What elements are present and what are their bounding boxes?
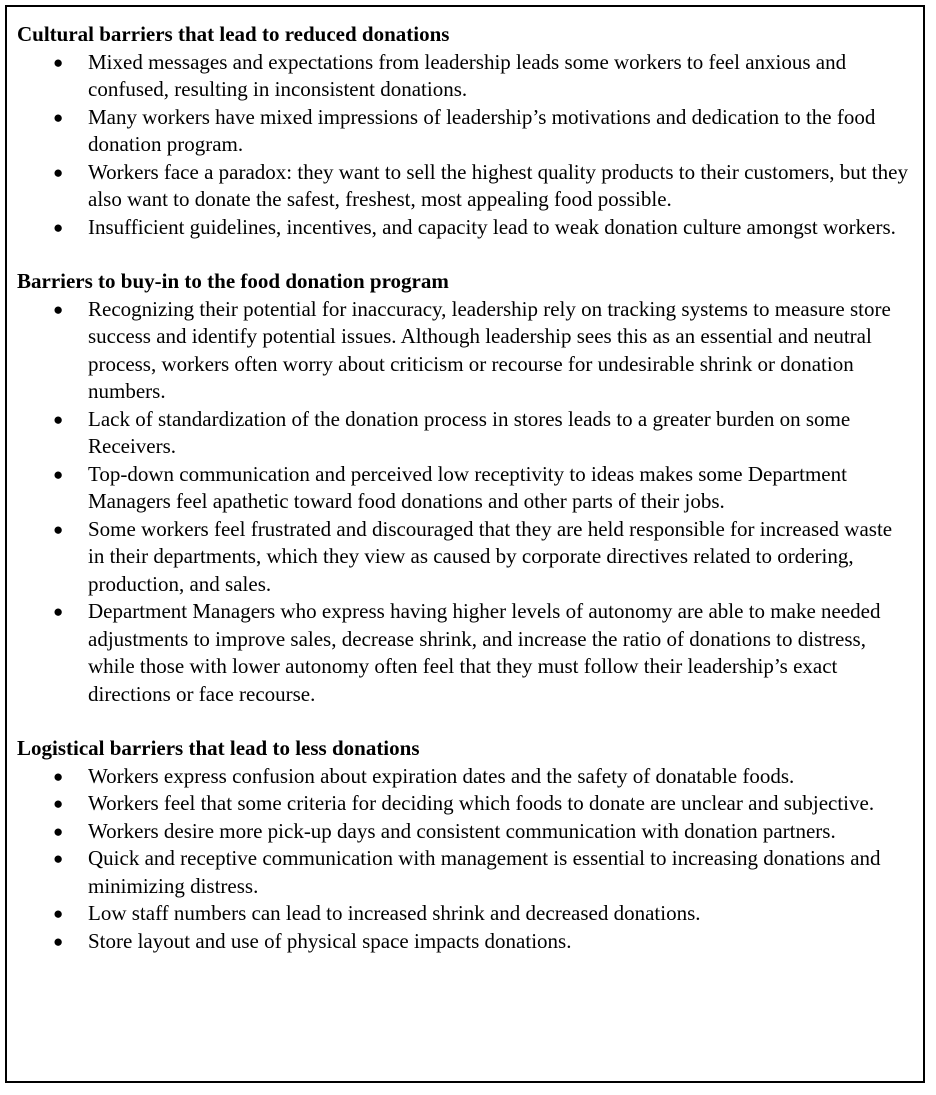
list-item bbox=[17, 900, 913, 928]
list-item-text: Recognizing their potential for inaccuracy, leadership rely on tracking systems to measure store success and identify potential issues. Although leadership sees this as an essential and neutral process, workers often worry about criticism or recourse for undesirable shrink or donation numbers. bbox=[88, 296, 891, 403]
list-item-text: Many workers have mixed impressions of leadership’s motivations and dedication to the food donation program. bbox=[88, 104, 876, 156]
section-heading: Cultural barriers that lead to reduced donations bbox=[17, 22, 450, 46]
bullet-icon: ● bbox=[53, 931, 64, 951]
list-item bbox=[17, 461, 913, 516]
list-item-text: Insufficient guidelines, incentives, and capacity lead to weak donation culture amongst workers. bbox=[88, 214, 896, 239]
bullet-icon: ● bbox=[53, 794, 64, 813]
list-item-text: Workers desire more pick-up days and consistent communication with donation partners. bbox=[88, 818, 836, 843]
list-item bbox=[17, 928, 913, 956]
barriers-summary-box bbox=[5, 5, 925, 1083]
list-item bbox=[17, 845, 913, 900]
list-item bbox=[17, 790, 913, 818]
section-cultural-barriers bbox=[17, 21, 913, 241]
list-item bbox=[17, 159, 913, 214]
list-item-text: Low staff numbers can lead to increased shrink and decreased donations. bbox=[88, 901, 701, 925]
list-item-text: Mixed messages and expectations from leadership leads some workers to feel anxious and confused, resulting in inconsistent donations. bbox=[88, 49, 847, 101]
list-item bbox=[17, 516, 913, 599]
bullet-icon: ● bbox=[53, 52, 64, 72]
bullet-icon: ● bbox=[53, 766, 64, 786]
list-item-text: Quick and receptive communication with management is essential to increasing donations and minimizing distress. bbox=[88, 846, 881, 898]
list-item bbox=[17, 104, 913, 159]
list-item bbox=[17, 598, 913, 708]
section-heading: Logistical barriers that lead to less donations bbox=[17, 736, 420, 760]
bullet-icon: ● bbox=[53, 107, 64, 127]
bullet-icon: ● bbox=[53, 602, 64, 621]
list-item-text: Workers face a paradox: they want to sell the highest quality products to their customers, but they also want to donate the safest, freshest, most appealing food possible. bbox=[88, 159, 909, 211]
bullet-icon: ● bbox=[53, 217, 64, 237]
section-logistical-barriers bbox=[17, 735, 913, 955]
bullet-list bbox=[17, 763, 913, 956]
bullet-icon: ● bbox=[53, 162, 64, 182]
bullet-list bbox=[17, 49, 913, 242]
bullet-list bbox=[17, 296, 913, 709]
list-item bbox=[17, 406, 913, 461]
bullet-icon: ● bbox=[53, 299, 64, 319]
list-item-text: Some workers feel frustrated and discouraged that they are held responsible for increased waste in their departments, which they view as caused by corporate directives related to ordering, production, and sales. bbox=[88, 516, 893, 596]
list-item bbox=[17, 818, 913, 846]
list-item bbox=[17, 214, 913, 242]
list-item bbox=[17, 296, 913, 406]
list-item-text: Store layout and use of physical space impacts donations. bbox=[88, 928, 572, 953]
bullet-icon: ● bbox=[53, 409, 64, 429]
list-item-text: Lack of standardization of the donation process in stores leads to a greater burden on some Receivers. bbox=[88, 406, 851, 458]
list-item-text: Department Managers who express having higher levels of autonomy are able to make needed adjustments to improve sales, decrease shrink, and increase the ratio of donations to distress, while those with lower autonomy often feel that they must follow their leadership’s exact directions or face recourse. bbox=[88, 599, 881, 706]
bullet-icon: ● bbox=[53, 904, 64, 923]
list-item bbox=[17, 49, 913, 104]
section-buy-in-barriers bbox=[17, 268, 913, 708]
list-item bbox=[17, 763, 913, 791]
list-item-text: Workers express confusion about expiration dates and the safety of donatable foods. bbox=[88, 763, 795, 788]
section-heading: Barriers to buy-in to the food donation program bbox=[17, 269, 449, 293]
list-item-text: Top-down communication and perceived low receptivity to ideas makes some Department Managers feel apathetic toward food donations and other parts of their jobs. bbox=[88, 461, 847, 513]
list-item-text: Workers feel that some criteria for deciding which foods to donate are unclear and subjective. bbox=[88, 791, 875, 815]
bullet-icon: ● bbox=[53, 849, 64, 868]
bullet-icon: ● bbox=[53, 821, 64, 841]
bullet-icon: ● bbox=[53, 464, 64, 484]
bullet-icon: ● bbox=[53, 519, 64, 539]
